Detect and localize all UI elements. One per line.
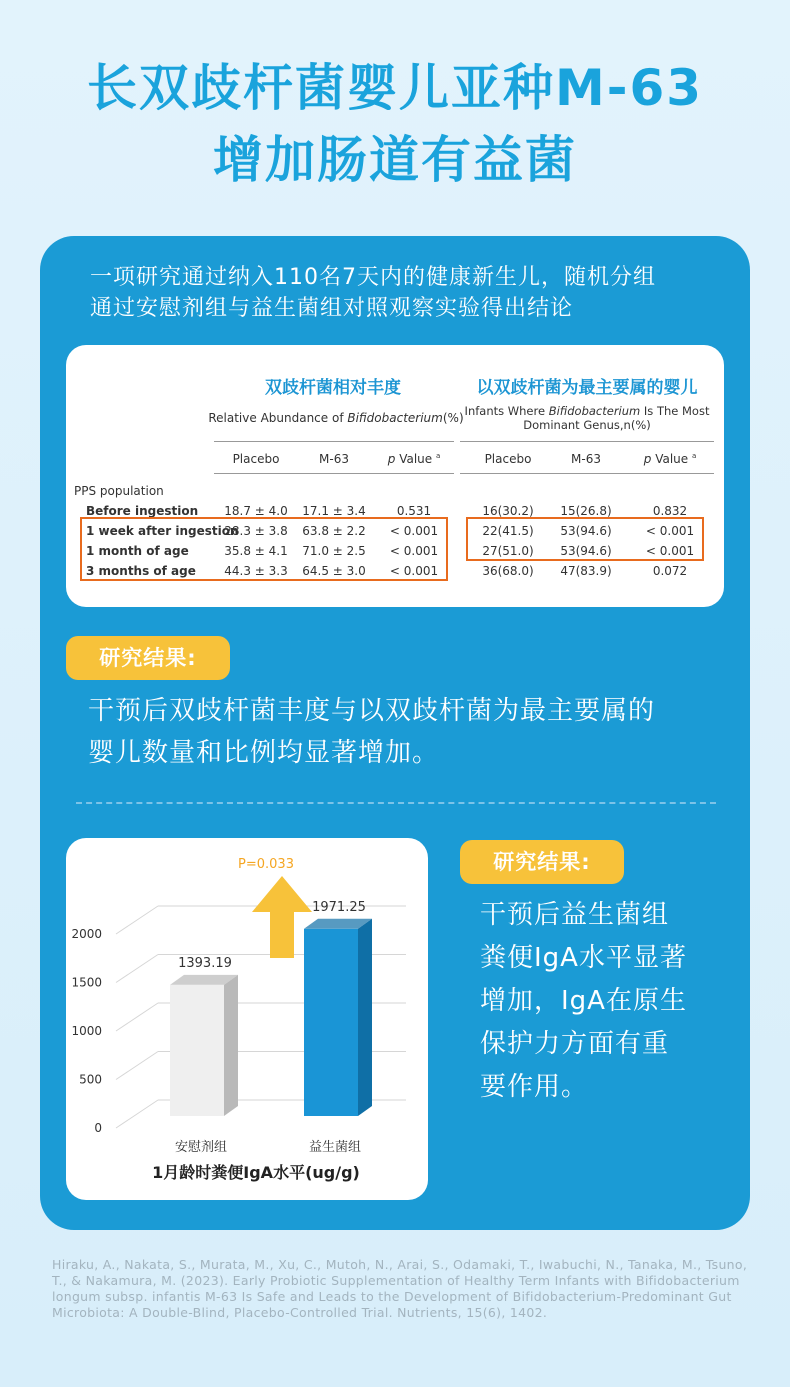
intro-text <box>90 262 730 324</box>
iga-chart-svg <box>66 838 428 1200</box>
bar <box>170 985 224 1116</box>
left-header-rule <box>214 441 454 442</box>
table-cell: 0.072 <box>652 564 688 578</box>
left-col-rule <box>214 473 454 474</box>
value-label-placebo: 1393.19 <box>178 955 232 971</box>
y-axis-ticks <box>71 927 102 1135</box>
right-group-title: 以双歧杆菌为最主要属的婴儿 <box>476 378 698 398</box>
highlight-box-left <box>80 517 448 581</box>
y-tick-label: 1500 <box>71 975 102 990</box>
col-placebo-right: Placebo <box>484 452 532 466</box>
reference-citation: Hiraku, A., Nakata, S., Murata, M., Xu, C., Mutoh, N., Arai, S., Odamaki, T., Iwabuchi, N., Tanaka, M., Tsuno, T., & Nakamura, M. (2023). Early Probiotic Supplementation of Healthy Term Infants with Bifidobacterium longum subsp. infantis M-63 Is Safe and Leads to the Development of Bifidobacterium-Predominant Gut Microbiota: A Double-Blind, Placebo-Controlled Trial. Nutrients, 15(6), 1402. <box>52 1257 748 1320</box>
col-pvalue-left: p Value $^a$ <box>387 452 441 466</box>
table-cell: 22(41.5) <box>482 524 534 538</box>
table-cell: < 0.001 <box>389 544 439 558</box>
section-label: PPS population <box>74 484 164 498</box>
col-m63-right: M-63 <box>571 452 601 466</box>
category-label-placebo: 安慰剂组 <box>174 1140 228 1155</box>
table-cell: 71.0 ± 2.5 <box>302 544 366 558</box>
table-cell: 15(26.8) <box>560 504 612 518</box>
row-label-3: 3 months of age <box>86 564 196 578</box>
row-label-0: Before ingestion <box>86 504 199 518</box>
table-cell: < 0.001 <box>645 524 695 538</box>
y-tick-label: 2000 <box>71 927 102 941</box>
table-cell: 0.531 <box>396 504 432 518</box>
table-cell: < 0.001 <box>389 564 439 578</box>
p-value-annotation: P=0.033 <box>238 857 294 872</box>
table-cell: 27(51.0) <box>482 544 534 558</box>
right-group-subtitle: Infants Where Bifidobacterium Is The Most Dominant Genus,n(%) <box>464 404 710 432</box>
grid-line-diag <box>116 1003 158 1031</box>
table-cell: 17.1 ± 3.4 <box>302 504 366 518</box>
table-cell: 53(94.6) <box>560 524 612 538</box>
grid-line-diag <box>116 906 158 934</box>
table-cell: 0.832 <box>652 504 688 518</box>
result-text-2: 干预后益生菌组 粪便IgA水平显著 增加，IgA在原生 保护力方面有重 要作用。 <box>480 900 687 1102</box>
table-cell: 36(68.0) <box>482 564 534 578</box>
row-label-2: 1 month of age <box>86 544 189 558</box>
col-placebo-left: Placebo <box>232 452 280 466</box>
table-cell: < 0.001 <box>389 524 439 538</box>
page-title-line2: 增加肠道有益菌 <box>213 131 577 189</box>
page-title-line1: 长双歧杆菌婴儿亚种M-63 <box>86 59 704 117</box>
bar-side <box>224 975 238 1116</box>
grid-line-diag <box>116 1052 158 1080</box>
bar <box>304 929 358 1116</box>
intro-line2: 通过安慰剂组与益生菌组对照观察实验得出结论 <box>90 296 574 321</box>
arrow-icon <box>252 876 312 958</box>
row-label-1: 1 week after ingestion <box>86 524 239 538</box>
bar-side <box>358 919 372 1116</box>
value-label-probiotic: 1971.25 <box>312 899 366 915</box>
table-cell: 47(83.9) <box>560 564 612 578</box>
grid-line-diag <box>116 955 158 983</box>
intro-line1: 一项研究通过纳入110名7天内的健康新生儿，随机分组 <box>90 265 656 290</box>
table-cell: < 0.001 <box>645 544 695 558</box>
table-cell: 63.8 ± 2.2 <box>302 524 366 538</box>
y-tick-label: 0 <box>94 1121 102 1135</box>
right-col-rule <box>460 473 714 474</box>
study-table <box>66 345 724 607</box>
result-tag-1: 研究结果: <box>66 636 230 680</box>
left-group-subtitle: Relative Abundance of Bifidobacterium(%) <box>208 411 464 425</box>
result-text-1: 干预后双歧杆菌丰度与以双歧杆菌为最主要属的 婴儿数量和比例均显著增加。 <box>88 696 656 768</box>
result-tag-2: 研究结果: <box>460 840 624 884</box>
iga-chart <box>66 838 428 1200</box>
chart-title: 1月龄时粪便IgA水平(ug/g) <box>152 1163 360 1182</box>
category-label-probiotic: 益生菌组 <box>308 1140 362 1155</box>
highlight-box-right <box>466 517 704 561</box>
grid-line-diag <box>116 1100 158 1128</box>
col-m63-left: M-63 <box>319 452 349 466</box>
section-divider <box>76 802 716 804</box>
table-cell: 53(94.6) <box>560 544 612 558</box>
left-group-title: 双歧杆菌相对丰度 <box>265 378 401 398</box>
table-cell: 16(30.2) <box>482 504 534 518</box>
table-cell: 35.8 ± 4.1 <box>224 544 288 558</box>
y-tick-label: 1000 <box>71 1024 102 1038</box>
table-cell: 64.5 ± 3.0 <box>302 564 366 578</box>
table-cell: 28.3 ± 3.8 <box>224 524 288 538</box>
table-cell: 18.7 ± 4.0 <box>224 504 288 518</box>
table-cell: 44.3 ± 3.3 <box>224 564 288 578</box>
right-header-rule <box>460 441 714 442</box>
y-tick-label: 500 <box>79 1072 102 1087</box>
col-pvalue-right: p Value $^a$ <box>643 452 697 466</box>
